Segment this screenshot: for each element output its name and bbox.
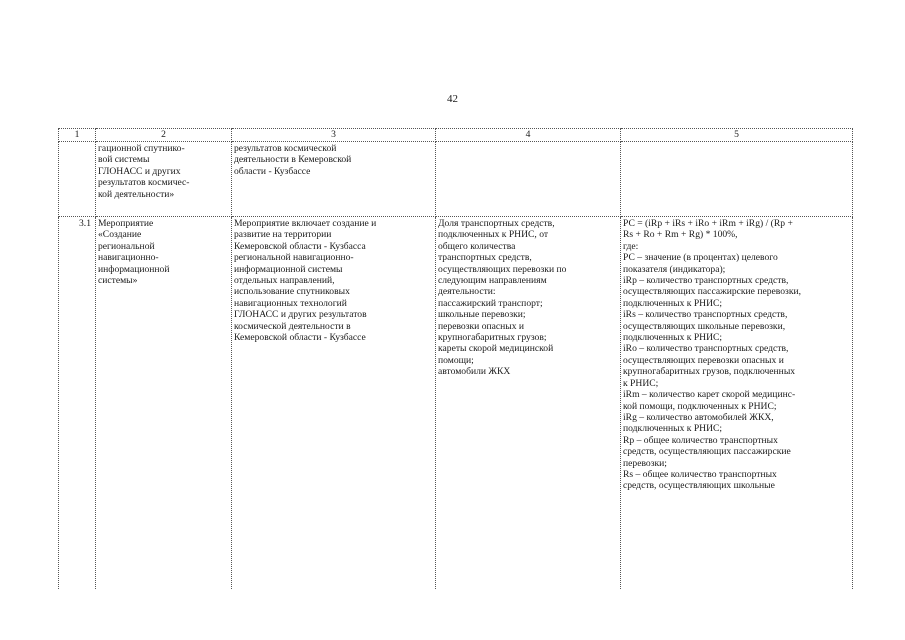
header-cell-2: 2 — [96, 129, 232, 142]
text-line: информационной системы — [234, 263, 343, 275]
text-line: деятельности в Кемеровской — [234, 154, 352, 166]
text-line: региональной — [98, 240, 155, 252]
header-cell-1: 1 — [59, 129, 96, 142]
text-line: показателя (индикатора); — [623, 263, 726, 275]
text-line: крупногабаритных грузов, подключенных — [623, 366, 796, 378]
cell-description — [232, 142, 436, 217]
text-line: отдельных направлений, — [234, 275, 335, 287]
text-line: iRg – количество автомобилей ЖКХ, — [623, 411, 774, 423]
text-line: iRp – количество транспортных средств, — [623, 275, 789, 287]
cell-indicator — [436, 217, 621, 590]
text-line: ГЛОНАСС и других — [98, 165, 181, 177]
text-line: подключенных к РНИС; — [623, 423, 723, 435]
text-line: области - Кузбассе — [234, 165, 311, 177]
text-line: подключенных к РНИС; — [623, 332, 723, 344]
text-line: подключенных к РНИС; — [623, 297, 723, 309]
text-line: осуществляющих перевозки опасных и — [623, 354, 784, 366]
text-line: где: — [623, 240, 639, 252]
text-line: перевозки; — [623, 457, 667, 469]
text-line: результатов космичес- — [98, 177, 190, 189]
text-line: системы» — [98, 275, 138, 287]
cell-number — [59, 142, 96, 217]
cell-name — [96, 142, 232, 217]
text-line: перевозки опасных и — [438, 320, 525, 332]
text-line: средств, осуществляющих пассажирские — [623, 446, 791, 458]
header-cell-3: 3 — [232, 129, 436, 142]
text-line: РС – значение (в процентах) целевого — [623, 252, 778, 264]
text-line: iRo – количество транспортных средств, — [623, 343, 789, 355]
text-line: помощи; — [438, 354, 474, 366]
table-row-3-1 — [59, 217, 853, 590]
text-line: результатов космической — [234, 143, 337, 154]
text-line: школьные перевозки; — [438, 309, 526, 321]
text-line: региональной навигационно- — [234, 252, 354, 264]
header-cell-4: 4 — [436, 129, 621, 142]
text-line: навигационно- — [98, 252, 159, 264]
text-line: информационной — [98, 263, 170, 275]
text-line: деятельности: — [438, 286, 496, 298]
text-line: осуществляющих школьные перевозки, — [623, 320, 786, 332]
text-line: подключенных к РНИС, от — [438, 229, 549, 241]
text-line: кой помощи, подключенных к РНИС; — [623, 400, 777, 412]
cell-number: 3.1 — [59, 217, 96, 590]
text-line: Кемеровской области - Кузбасса — [234, 240, 366, 252]
cell-description — [232, 217, 436, 590]
table-row-continuation — [59, 142, 853, 217]
text-line: гационной спутнико- — [98, 143, 185, 154]
page-number: 42 — [447, 93, 458, 105]
text-line: Rs – общее количество транспортных — [623, 468, 777, 480]
text-line: космической деятельности в — [234, 320, 351, 332]
text-line: к РНИС; — [623, 377, 659, 389]
text-line: осуществляющих пассажирские перевозки, — [623, 286, 802, 298]
text-line: средств, осуществляющих школьные — [623, 480, 775, 492]
text-line: использование спутниковых — [234, 286, 350, 298]
text-line: навигационных технологий — [234, 297, 347, 309]
text-line: ГЛОНАСС и других результатов — [234, 309, 367, 321]
text-line: вой системы — [98, 154, 150, 166]
cell-formula — [621, 142, 853, 217]
text-line: Доля транспортных средств, — [438, 218, 555, 229]
text-line: пассажирский транспорт; — [438, 297, 543, 309]
text-line: развитие на территории — [234, 229, 332, 241]
text-line: iRm – количество карет скорой медицинс- — [623, 389, 796, 401]
text-line: Rs + Ro + Rm + Rg) * 100%, — [623, 229, 738, 241]
text-line: «Создание — [98, 229, 142, 241]
header-cell-5: 5 — [621, 129, 853, 142]
cell-formula — [621, 217, 853, 590]
text-line: кой деятельности» — [98, 188, 175, 200]
cell-name — [96, 217, 232, 590]
text-line: Rp – общее количество транспортных — [623, 434, 778, 446]
text-line: следующим направлениям — [438, 275, 547, 287]
text-line: автомобили ЖКХ — [438, 366, 511, 378]
text-line: осуществляющих перевозки по — [438, 263, 567, 275]
text-line: крупногабаритных грузов; — [438, 332, 547, 344]
header-row — [59, 129, 853, 142]
text-line: РС = (iRp + iRs + iRo + iRm + iRg) / (Rp + — [623, 218, 793, 229]
text-line: транспортных средств, — [438, 252, 532, 264]
cell-indicator — [436, 142, 621, 217]
text-line: общего количества — [438, 240, 516, 252]
text-line: Кемеровской области - Кузбассе — [234, 332, 366, 344]
program-table — [58, 128, 853, 589]
text-line: iRs – количество транспортных средств, — [623, 309, 788, 321]
text-line: Мероприятие включает создание и — [234, 218, 377, 229]
text-line: кареты скорой медицинской — [438, 343, 554, 355]
text-line: Мероприятие — [98, 218, 154, 229]
